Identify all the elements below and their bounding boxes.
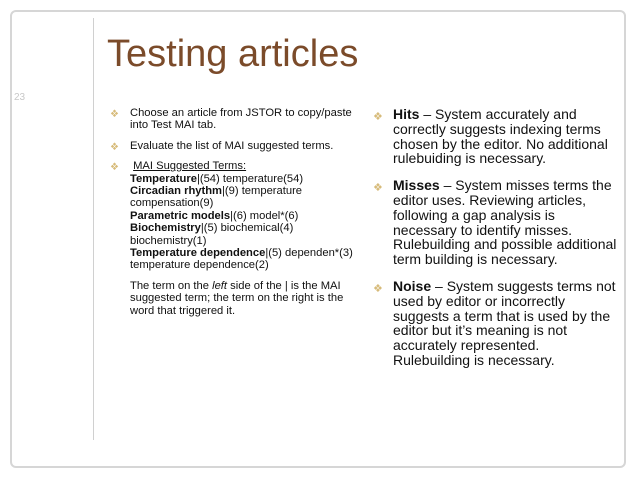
hits-item: ❖ Hits – System accurately and correctly suggests indexing terms chosen by the editor. No additional rulebuiding is necessary. bbox=[373, 106, 608, 167]
term-row: Temperature|(54) temperature(54) bbox=[130, 172, 304, 185]
explanation-note: The term on the left side of the | is the MAI suggested term; the term on the right is the word that triggered it. bbox=[130, 279, 344, 317]
term-row: Parametric models|(6) model*(6) bbox=[130, 209, 299, 222]
bullet-text: Evaluate the list of MAI suggested terms. bbox=[130, 139, 334, 152]
diamond-bullet-icon: ❖ bbox=[110, 141, 119, 153]
list-item bbox=[110, 107, 360, 132]
diamond-bullet-icon: ❖ bbox=[110, 162, 119, 174]
suggested-terms-item bbox=[110, 160, 360, 272]
diamond-bullet-icon: ❖ bbox=[373, 182, 383, 195]
term-row: Temperature dependence|(5) dependen*(3) temperature dependence(2) bbox=[130, 247, 353, 272]
noise-item: ❖ Noise – System suggests terms not used by editor or incorrectly suggests a term that is used by the editor but it’s meaning is not accurately represented. Rulebuilding is necessary. bbox=[373, 277, 616, 368]
slide-title: Testing articles bbox=[107, 33, 359, 75]
list-item bbox=[110, 140, 360, 152]
slide-number: 23 bbox=[14, 92, 26, 103]
vertical-rule bbox=[93, 18, 94, 440]
term-row: Biochemistry|(5) biochemical(4) biochemistry(1) bbox=[130, 222, 294, 247]
right-column bbox=[373, 107, 618, 380]
term-row: Circadian rhythm|(9) temperature compensation(9) bbox=[130, 185, 303, 210]
suggested-terms-heading: MAI Suggested Terms: bbox=[133, 160, 247, 173]
left-column bbox=[110, 107, 360, 317]
bullet-text: Choose an article from JSTOR to copy/paste into Test MAI tab. bbox=[130, 107, 352, 132]
diamond-bullet-icon: ❖ bbox=[373, 111, 383, 123]
misses-item: ❖ Misses – System misses terms the editor uses. Reviewing articles, following a gap analysis is necessary to identify misses. Rulebuilding and possible additional term building is necessary. bbox=[373, 177, 617, 268]
diamond-bullet-icon: ❖ bbox=[373, 282, 383, 295]
diamond-bullet-icon: ❖ bbox=[110, 109, 119, 120]
